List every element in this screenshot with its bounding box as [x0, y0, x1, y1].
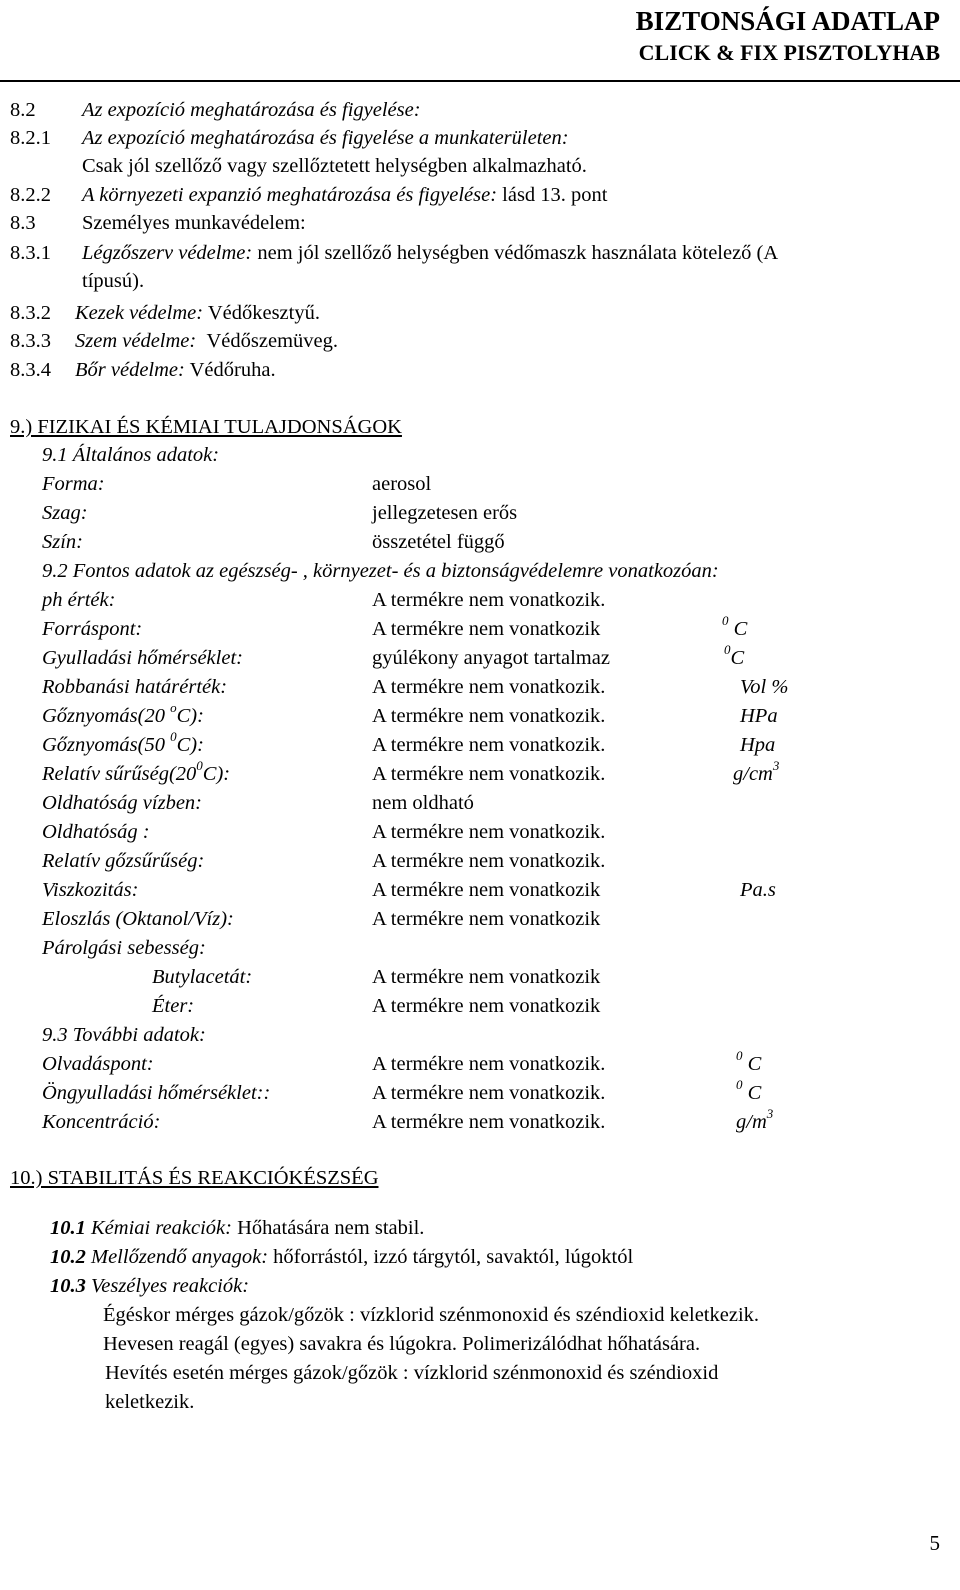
prop-label: Butylacetát: — [152, 966, 253, 988]
section-title: A környezeti expanzió meghatározása és figyelése: — [82, 184, 498, 206]
unit-superscript: 0 — [724, 642, 731, 658]
prop-value: A termékre nem vonatkozik. — [372, 589, 606, 611]
section-number: 8.3.4 — [10, 359, 51, 381]
section-number: 8.3.1 — [10, 242, 51, 264]
prop-unit: HPa — [740, 705, 778, 727]
section-number: 8.3 — [10, 212, 36, 234]
section-title: Kémiai reakciók: — [91, 1217, 232, 1239]
unit-text: C — [747, 1082, 762, 1104]
prop-value: jellegzetesen erős — [372, 502, 518, 524]
prop-label: Olvadáspont: — [42, 1053, 154, 1075]
label-text: Gőznyomás(20 — [42, 705, 171, 727]
prop-label: Éter: — [152, 995, 195, 1017]
prop-unit: Hpa — [740, 734, 776, 756]
prop-value: összetétel függő — [372, 531, 505, 553]
section-text: keletkezik. — [105, 1391, 195, 1413]
section-text: Hevítés esetén mérges gázok/gőzök : vízklorid szénmonoxid és széndioxid — [105, 1362, 719, 1384]
section-title: Szem védelme: — [75, 330, 197, 352]
prop-value: A termékre nem vonatkozik. — [372, 676, 606, 698]
prop-value: A termékre nem vonatkozik — [372, 995, 601, 1017]
label-superscript: 0 — [170, 729, 177, 745]
subsection-title: 9.1 Általános adatok: — [42, 444, 220, 466]
product-name: CLICK & FIX PISZTOLYHAB — [638, 40, 940, 65]
unit-superscript: 0 — [736, 1048, 743, 1064]
section-number: 10.1 — [50, 1217, 86, 1239]
prop-label: Eloszlás (Oktanol/Víz): — [42, 908, 234, 930]
prop-label: Öngyulladási hőmérséklet:: — [42, 1082, 271, 1104]
prop-label: Relatív gőzsűrűség: — [42, 850, 205, 872]
label-text: Gőznyomás(50 — [42, 734, 171, 756]
section-text: Hevesen reagál (egyes) savakra és lúgokra. Polimerizálódhat hőhatására. — [103, 1333, 701, 1355]
prop-label: Szín: — [42, 531, 83, 553]
prop-label: Forráspont: — [42, 618, 143, 640]
prop-label — [42, 759, 230, 789]
prop-label: Oldhatóság vízben: — [42, 792, 202, 814]
unit-text: g/m — [736, 1111, 767, 1133]
unit-superscript: 3 — [766, 1106, 774, 1122]
header-divider — [0, 80, 960, 82]
prop-label: Koncentráció: — [42, 1111, 161, 1133]
subsection-title: 9.2 Fontos adatok az egészség- , környezet- és a biztonságvédelemre vonatkozóan: — [42, 560, 719, 582]
prop-label: Gyulladási hőmérséklet: — [42, 647, 243, 669]
section-text: nem jól szellőző helységben védőmaszk használata kötelező (A — [257, 242, 779, 264]
prop-value: A termékre nem vonatkozik. — [372, 763, 606, 785]
section-title: Az expozíció meghatározása és figyelése a munkaterületen: — [82, 127, 569, 149]
section-number: 8.2.2 — [10, 184, 51, 206]
prop-value: gyúlékony anyagot tartalmaz — [372, 647, 610, 669]
prop-value: A termékre nem vonatkozik. — [372, 734, 606, 756]
section-number: 10.3 — [50, 1275, 86, 1297]
prop-label: ph érték: — [42, 589, 116, 611]
page-number: 5 — [929, 1531, 940, 1555]
prop-unit: Vol % — [740, 676, 789, 698]
section-text: típusú). — [82, 270, 145, 292]
section-text: Csak jól szellőző vagy szellőztetett helységben alkalmazható. — [82, 155, 587, 177]
prop-unit — [736, 1049, 761, 1079]
unit-text: C — [730, 647, 745, 669]
section-heading: 9.) FIZIKAI ÉS KÉMIAI TULAJDONSÁGOK — [10, 416, 402, 438]
prop-label: Szag: — [42, 502, 88, 524]
section-number: 8.2.1 — [10, 127, 51, 149]
prop-label: Viszkozitás: — [42, 879, 139, 901]
section-number: 8.3.3 — [10, 330, 51, 352]
label-superscript: o — [170, 700, 177, 716]
label-text: C): — [176, 734, 204, 756]
prop-value: A termékre nem vonatkozik. — [372, 850, 606, 872]
section-text: Hőhatására nem stabil. — [237, 1217, 425, 1239]
prop-value: A termékre nem vonatkozik. — [372, 821, 606, 843]
prop-label: Forma: — [42, 473, 105, 495]
prop-label: Oldhatóság : — [42, 821, 150, 843]
unit-text: C — [747, 1053, 762, 1075]
prop-label: Robbanási határérték: — [42, 676, 228, 698]
prop-unit — [736, 1107, 773, 1137]
label-superscript: 0 — [196, 758, 203, 774]
prop-value: A termékre nem vonatkozik. — [372, 1111, 606, 1133]
subsection-title: 9.3 További adatok: — [42, 1024, 206, 1046]
section-title: Bőr védelme: — [75, 359, 185, 381]
prop-value: nem oldható — [372, 792, 474, 814]
document-title: BIZTONSÁGI ADATLAP — [635, 6, 940, 36]
prop-unit — [733, 759, 779, 789]
unit-superscript: 0 — [722, 613, 729, 629]
section-text: Védőkesztyű. — [207, 302, 320, 324]
prop-label — [42, 730, 204, 760]
unit-text: g/cm — [733, 763, 773, 785]
section-text: hőforrástól, izzó tárgytól, savaktól, lúgoktól — [273, 1246, 634, 1268]
section-title: Az expozíció meghatározása és figyelése: — [82, 99, 421, 121]
prop-unit — [722, 614, 747, 644]
prop-unit — [724, 643, 744, 673]
unit-superscript: 0 — [736, 1077, 743, 1093]
prop-unit: Pa.s — [740, 879, 776, 901]
prop-value: A termékre nem vonatkozik — [372, 966, 601, 988]
prop-unit — [736, 1078, 761, 1108]
unit-text: C — [733, 618, 748, 640]
section-title: Veszélyes reakciók: — [91, 1275, 250, 1297]
prop-value: A termékre nem vonatkozik. — [372, 1053, 606, 1075]
prop-value: A termékre nem vonatkozik. — [372, 705, 606, 727]
unit-superscript: 3 — [772, 758, 780, 774]
prop-value: A termékre nem vonatkozik — [372, 908, 601, 930]
label-text: C): — [176, 705, 204, 727]
section-text: Égéskor mérges gázok/gőzök : vízklorid szénmonoxid és széndioxid keletkezik. — [103, 1304, 760, 1326]
section-number: 8.3.2 — [10, 302, 51, 324]
section-title: Kezek védelme: — [75, 302, 204, 324]
section-text: lásd 13. pont — [502, 184, 608, 206]
prop-value: aerosol — [372, 473, 432, 495]
prop-value: A termékre nem vonatkozik — [372, 879, 601, 901]
label-text: Relatív sűrűség(20 — [42, 763, 197, 785]
prop-label: Párolgási sebesség: — [42, 937, 206, 959]
prop-label — [42, 701, 204, 731]
section-title: Személyes munkavédelem: — [82, 212, 306, 234]
section-title: Légzőszerv védelme: — [82, 242, 253, 264]
section-heading: 10.) STABILITÁS ÉS REAKCIÓKÉSZSÉG — [10, 1167, 379, 1189]
section-text: Védőruha. — [189, 359, 276, 381]
section-title: Mellőzendő anyagok: — [91, 1246, 269, 1268]
section-number: 10.2 — [50, 1246, 86, 1268]
section-number: 8.2 — [10, 99, 36, 121]
label-text: C): — [202, 763, 231, 785]
prop-value: A termékre nem vonatkozik. — [372, 1082, 606, 1104]
section-text: Védőszemüveg. — [206, 330, 338, 352]
prop-value: A termékre nem vonatkozik — [372, 618, 601, 640]
